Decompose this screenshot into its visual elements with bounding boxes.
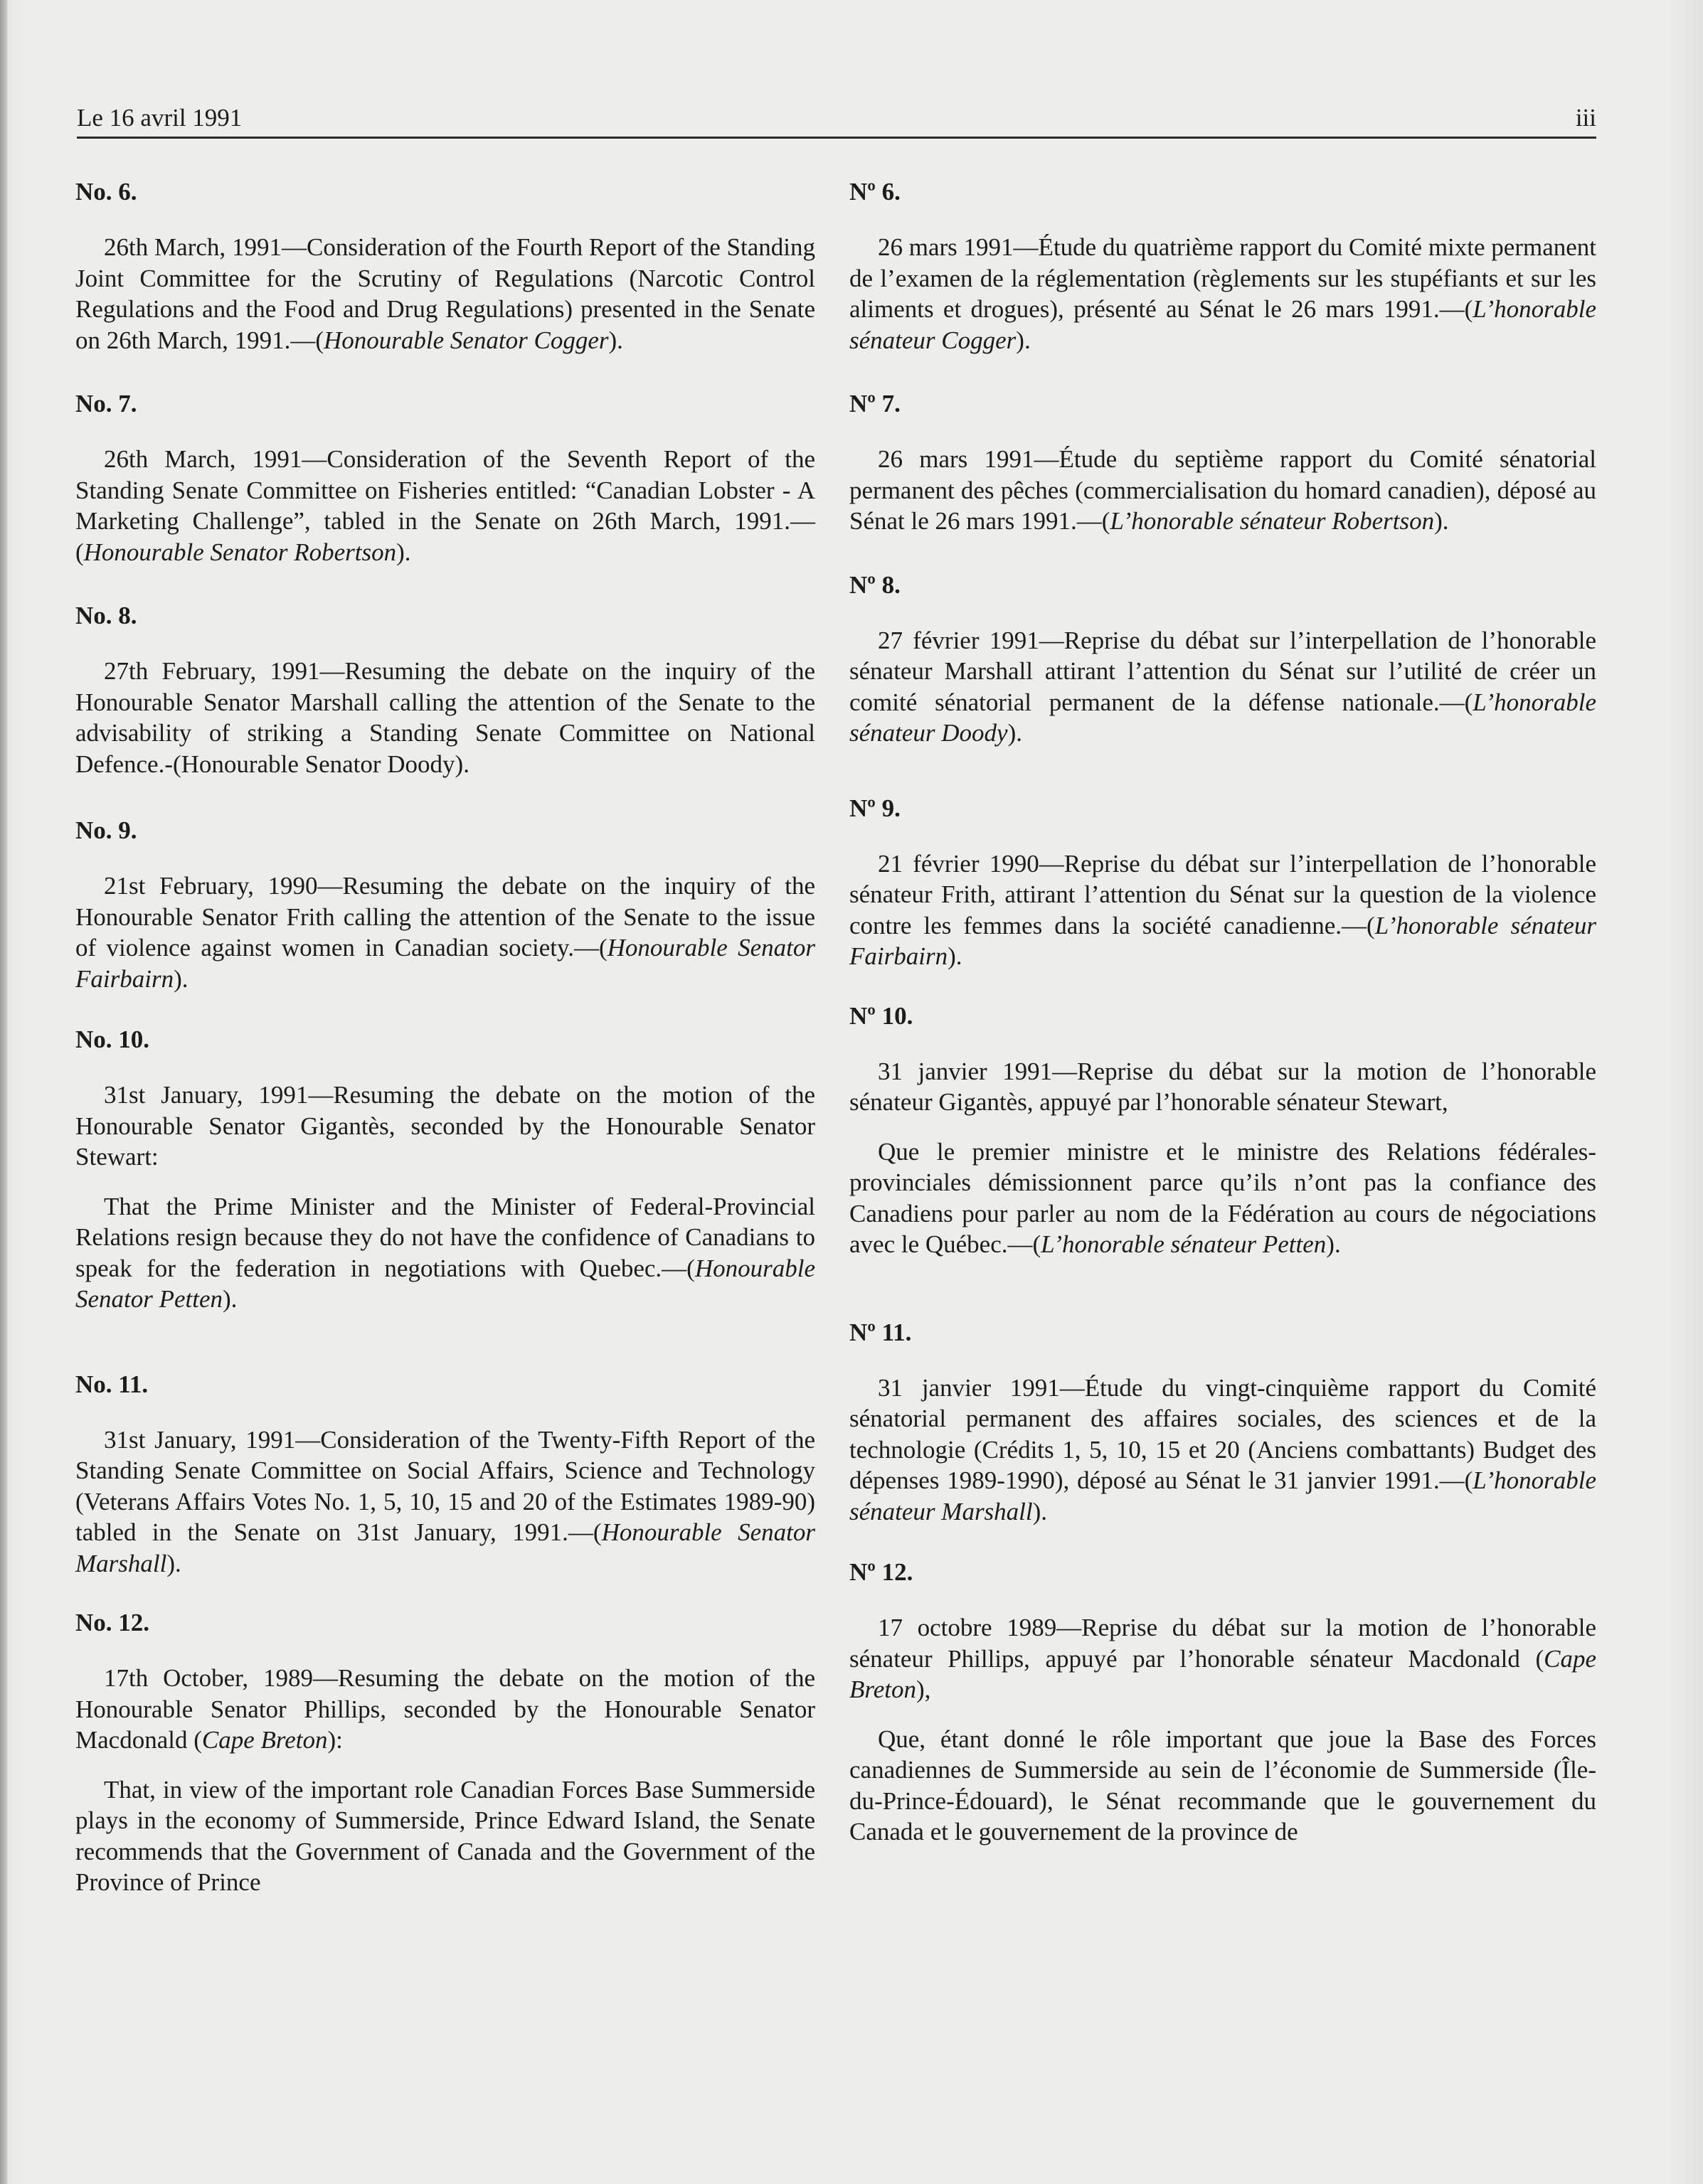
paragraph-end: ). [1434,507,1449,535]
italic-reference: L’honorable sénateur Cogger [849,295,1596,354]
paragraph-end: ): [327,1726,343,1754]
english-order-item [75,1369,815,1580]
french-item-paragraph [849,848,1596,972]
french-item-number: Nº 12. [849,1558,913,1586]
italic-reference: Cape Breton [849,1644,1596,1703]
italic-reference: L’honorable sénateur Robertson [1110,507,1435,535]
french-order-item [849,1557,1596,1848]
italic-reference: Honourable Senator Robertson [83,538,397,566]
english-item-number: No. 7. [75,390,137,417]
french-item-paragraph [849,444,1596,537]
english-item-number: No. 11. [75,1370,149,1398]
french-order-item [849,1317,1596,1528]
english-order-item [75,815,815,994]
english-item-paragraph [75,1663,815,1756]
english-item-number: No. 9. [75,816,137,844]
italic-reference: L’honorable sénateur Doody [849,688,1596,747]
french-item-number: Nº 8. [849,570,901,599]
french-order-item [849,1001,1596,1260]
paragraph-text: 31 janvier 1991—Reprise du débat sur la motion de l’honorable sénateur Gigantès, appuyé par l’honorable sénateur Stewart, [849,1057,1596,1116]
paragraph-text: 26 mars 1991—Étude du quatrième rapport du Comité mixte permanent de l’examen de la réglementation (règlements sur les stupéfiants et sur les aliments et drogues), présenté au Sénat le 26 mars 1991.—( [849,233,1596,323]
french-item-number: Nº 10. [849,1001,913,1030]
english-item-paragraph [75,1424,815,1580]
paragraph-end: ), [916,1676,931,1703]
french-item-number: Nº 7. [849,390,901,417]
paragraph-text: 31st January, 1991—Resuming the debate on the motion of the Honourable Senator Gigantès, seconded by the Honourable Senator Stewart: [75,1081,815,1171]
english-order-item [75,388,815,568]
paragraph-end: ). [166,1549,181,1577]
french-item-paragraph [849,1136,1596,1260]
english-item-paragraph [75,1191,815,1315]
italic-reference: Honourable Senator Fairbairn [75,934,815,993]
english-item-number: No. 12. [75,1609,150,1636]
french-item-paragraph [849,232,1596,356]
french-item-number: Nº 9. [849,794,901,822]
french-order-item [849,176,1596,356]
english-order-item [75,600,815,779]
french-item-paragraph [849,1373,1596,1528]
english-item-paragraph [75,656,815,779]
paragraph-end: ). [1016,326,1031,354]
paragraph-text: 17 octobre 1989—Reprise du débat sur la motion de l’honorable sénateur Phillips, appuyé par l’honorable sénateur Macdonald ( [849,1614,1596,1673]
english-item-number: No. 10. [75,1026,150,1053]
french-item-paragraph [849,1724,1596,1848]
paragraph-text: Que le premier ministre et le ministre des Relations fédérales-provinciales démissionnent parce qu’ils n’ont pas la confiance des Canadiens pour parler au nom de la Fédération au cours de négociations avec le Québec.—( [849,1137,1596,1258]
italic-reference: Honourable Senator Petten [75,1254,815,1313]
english-column [75,176,815,1917]
english-order-item [75,1024,815,1315]
paragraph-text: 26th March, 1991—Consideration of the Fourth Report of the Standing Joint Committee for the Scrutiny of Regulations (Narcotic Control Regulations and the Food and Drug Regulations) presented in the Senate on 26th March, 1991.—( [75,233,815,354]
french-order-item [849,570,1596,749]
french-item-paragraph [849,625,1596,749]
paragraph-text: 27th February, 1991—Resuming the debate on the inquiry of the Honourable Senator Marshall calling the attention of the Senate to the advisability of striking a Standing Senate Committee on National Defence.-(Honourable Senator Doody). [75,657,815,778]
paragraph-end: ). [608,326,623,354]
paragraph-end: ). [223,1285,238,1313]
english-order-item [75,176,815,356]
paragraph-end: ). [1007,719,1023,747]
english-item-paragraph [75,232,815,356]
italic-reference: L’honorable sénateur Marshall [849,1466,1596,1525]
italic-reference: Cape Breton [201,1726,328,1754]
italic-reference: L’honorable sénateur Petten [1041,1230,1327,1258]
french-column [849,176,1596,1866]
paragraph-text: 17th October, 1989—Resuming the debate on the motion of the Honourable Senator Phillips, seconded by the Honourable Senator Macdonald ( [75,1664,815,1754]
paragraph-text: 21st February, 1990—Resuming the debate on the inquiry of the Honourable Senator Frith calling the attention of the Senate to the issue of violence against women in Canadian society.—( [75,872,815,962]
english-order-item [75,1607,815,1898]
paragraph-text: 26 mars 1991—Étude du septième rapport du Comité sénatorial permanent des pêches (commercialisation du homard canadien), déposé au Sénat le 26 mars 1991.—( [849,445,1596,535]
paragraph-text: 31 janvier 1991—Étude du vingt-cinquième rapport du Comité sénatorial permanent des affaires sociales, des sciences et de la technologie (Crédits 1, 5, 10, 15 et 20 (Anciens combattants) Budget des dépenses 1989-1990), déposé au Sénat le 31 janvier 1991.—( [849,1373,1596,1494]
paragraph-text: That, in view of the important role Canadian Forces Base Summerside plays in the economy of Summerside, Prince Edward Island, the Senate recommends that the Government of Canada and the Government of the Province of Prince [75,1775,815,1896]
paragraph-text: 21 février 1990—Reprise du débat sur l’interpellation de l’honorable sénateur Frith, attirant l’attention du Sénat sur la question de la violence contre les femmes dans la société canadienne.—( [849,849,1596,939]
header-page-number: iii [1575,104,1596,132]
italic-reference: Honourable Senator Cogger [323,326,609,354]
header-date: Le 16 avril 1991 [77,104,243,132]
paragraph-text: 27 février 1991—Reprise du débat sur l’interpellation de l’honorable sénateur Marshall attirant l’attention du Sénat sur l’utilité de créer un comité sénatorial permanent de la défense nationale.—( [849,626,1596,716]
english-item-paragraph [75,1080,815,1173]
french-item-paragraph [849,1056,1596,1118]
french-item-number: Nº 6. [849,178,901,206]
italic-reference: Honourable Senator Marshall [75,1518,815,1577]
italic-reference: L’honorable sénateur Fairbairn [849,911,1596,970]
french-order-item [849,793,1596,972]
paragraph-end: ). [1032,1497,1048,1525]
english-item-paragraph [75,444,815,568]
english-item-number: No. 8. [75,602,137,629]
english-item-paragraph [75,870,815,994]
page-header [77,100,1596,139]
paragraph-text: That the Prime Minister and the Minister of Federal-Provincial Relations resign because they do not have the confidence of Canadians to speak for the federation in negotiations with Quebec.—( [75,1192,815,1282]
paragraph-text: 26th March, 1991—Consideration of the Seventh Report of the Standing Senate Committee on Fisheries entitled: “Canadian Lobster - A Marketing Challenge”, tabled in the Senate on 26th March, 1991.—( [75,445,815,566]
paragraph-end: ). [1326,1230,1341,1258]
paragraph-end: ). [948,942,962,970]
english-item-number: No. 6. [75,178,137,206]
french-item-paragraph [849,1612,1596,1705]
english-item-paragraph [75,1774,815,1898]
paragraph-text: 31st January, 1991—Consideration of the Twenty-Fifth Report of the Standing Senate Committee on Social Affairs, Science and Technology (Veterans Affairs Votes No. 1, 5, 10, 15 and 20 of the Estimates 1989-90) tabled in the Senate on 31st January, 1991.—( [75,1425,815,1546]
paragraph-end: ). [174,964,189,993]
french-order-item [849,388,1596,537]
paragraph-text: Que, étant donné le rôle important que joue la Base des Forces canadiennes de Summerside au sein de l’économie de Summerside (Île-du-Prince-Édouard), le Sénat recommande que le gouvernement du Canada et le gouvernement de la province de [849,1725,1596,1845]
page-binding-edge [0,0,7,2184]
french-item-number: Nº 11. [849,1318,912,1346]
paragraph-end: ). [396,538,411,566]
